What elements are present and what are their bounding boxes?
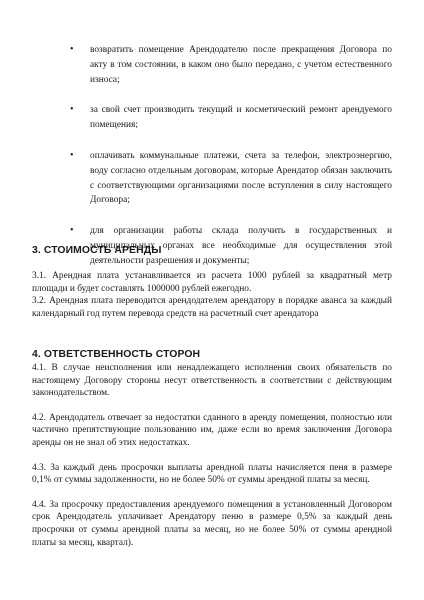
list-item	[68, 103, 392, 133]
list-item	[68, 149, 392, 208]
paragraph-3-1: 3.1. Арендная плата устанавливается из расчета 1000 рублей за квадратный метр площади и будет составлять 1000000 рублей ежегодно.	[32, 271, 392, 294]
section-liability	[32, 348, 392, 549]
bullet-icon: •	[70, 225, 74, 237]
bullet-icon: •	[70, 104, 74, 116]
section-title: 4. ОТВЕТСТВЕННОСТЬ СТОРОН	[32, 349, 201, 360]
list-item-text: возвратить помещение Арендодателю после прекращения Договора по акту в том состоянии, в каком оно было передано, с учетом естественного износа;	[90, 45, 392, 85]
section-title: 3. СТОИМОСТЬ АРЕНДЫ	[32, 245, 162, 256]
list-item-text: оплачивать коммунальные платежи, счета за телефон, электроэнергию, воду согласно отдельным договорам, которые Арендатор обязан заключить с соответствующими организациями после вступления в силу настоящего Договора;	[90, 150, 392, 206]
paragraph-4-1: 4.1. В случае неисполнения или ненадлежащего исполнения своих обязательств по настоящему Договору стороны несут ответственность в соответствии с действующим законодательством.	[32, 363, 392, 399]
list-item-text: для организации работы склада получить в государственных и муниципальных органах все необходимые для осуществления этой деятельности разрешения и документы;	[90, 226, 392, 266]
bullet-icon: •	[70, 149, 74, 161]
paragraph-3-2: 3.2. Арендная плата переводится арендодателем арендатору в порядке аванса за каждый календарный год путем перевода средств на расчетный счет арендатора	[32, 296, 392, 319]
paragraph-4-3: 4.3. За каждый день просрочки выплаты арендной платы начисляется пеня в размере 0,1% от суммы задолженности, но не более 50% от суммы арендной платы за месяц.	[32, 462, 392, 486]
paragraph-4-4: 4.4. За просрочку предоставления арендуемого помещения в установленный Договором срок Арендодатель уплачивает Арендатору пеню в размере 0,5% за каждый день просрочки от суммы арендной платы за месяц, но не более 50% от суммы арендной платы за месяц, квартал).	[32, 499, 392, 548]
list-item	[68, 43, 392, 87]
bullet-icon: •	[70, 44, 74, 55]
section-rent-cost	[32, 244, 392, 320]
paragraph-4-2: 4.2. Арендодатель отвечает за недостатки сданного в аренду помещения, полностью или частично препятствующие пользованию им, даже если во время заключения Договора аренды он не знал об этих недостатках.	[32, 412, 392, 448]
list-item-text: за свой счет производить текущий и косметический ремонт арендуемого помещения;	[90, 105, 392, 131]
